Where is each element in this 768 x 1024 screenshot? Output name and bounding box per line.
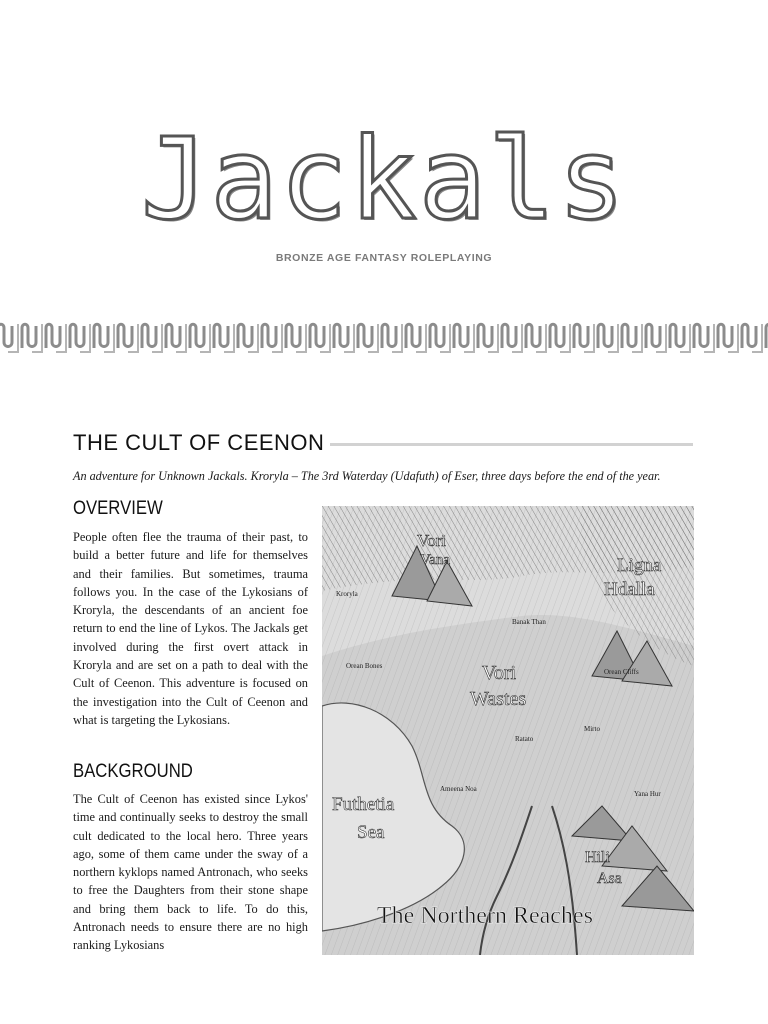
map-town-kroryla: Kroryla bbox=[336, 590, 358, 598]
map-label-wastes-2: Wastes bbox=[470, 688, 527, 710]
map-title: The Northern Reaches bbox=[377, 903, 593, 929]
pattern-motif bbox=[382, 324, 402, 352]
map-label-ligna-1: Ligna bbox=[617, 555, 662, 576]
pattern-motif bbox=[142, 324, 162, 352]
map-label-hills-1: Hili bbox=[585, 849, 610, 866]
pattern-motif bbox=[550, 324, 570, 352]
map-label-vori-vana-2: Vana bbox=[420, 552, 450, 568]
pattern-motif bbox=[598, 324, 618, 352]
pattern-motif bbox=[22, 324, 42, 352]
map-illustration bbox=[322, 506, 694, 955]
decorative-border-pattern bbox=[0, 318, 768, 356]
pattern-motif bbox=[238, 324, 258, 352]
section-header bbox=[73, 428, 693, 458]
pattern-motif bbox=[622, 324, 642, 352]
pattern-motif bbox=[166, 324, 186, 352]
pattern-motif bbox=[214, 324, 234, 352]
background-heading: BACKGROUND bbox=[73, 761, 193, 782]
map-town-5: Mirto bbox=[584, 725, 600, 733]
background-text: The Cult of Ceenon has existed since Lykos' time and continually seeks to destroy the small cult dedicated to the local hero. Three years ago, some of them came under the sway of a northern kyklops named Antronach, who seeks to free the Daughters from their stone shape and bring them back to life. To do this, Antronach needs to ensure there are no high ranking Lykosians bbox=[73, 792, 308, 953]
map-town-1: Banak Than bbox=[512, 618, 546, 626]
pattern-motif bbox=[718, 324, 738, 352]
jackals-logo bbox=[0, 115, 768, 264]
map-label-vori-vana-1: Vori bbox=[417, 531, 446, 550]
map-label-wastes-1: Vori bbox=[482, 662, 517, 684]
map-town-3: Orean Cliffs bbox=[604, 668, 639, 676]
section-subtitle: An adventure for Unknown Jackals. Kroryla – The 3rd Waterday (Udafuth) of Eser, three days before the end of the year. bbox=[73, 469, 661, 483]
pattern-motif bbox=[94, 324, 114, 352]
overview-text: People often flee the trauma of their past, to build a better future and life for themselves and their families. But sometimes, trauma follows you. In the case of the Lykosians of Kroryla, the descendants of an ancient foe return to end the line of Lykos. The Jackals get involved during the first overt attack in Kroryla and are set on a path to deal with the Cult of Ceenon. This adventure is focused on the investigation into the Cult of Ceenon and what is targeting the Lykosians. bbox=[73, 530, 308, 727]
pattern-motif bbox=[46, 324, 66, 352]
pattern-motif bbox=[742, 324, 762, 352]
pattern-motif bbox=[454, 324, 474, 352]
pattern-motif bbox=[70, 324, 90, 352]
pattern-motif bbox=[670, 324, 690, 352]
map-town-6: Ameena Noa bbox=[440, 785, 477, 793]
pattern-motif bbox=[286, 324, 306, 352]
pattern-motif bbox=[406, 324, 426, 352]
overview-heading: OVERVIEW bbox=[73, 498, 163, 519]
pattern-motif bbox=[262, 324, 282, 352]
map-town-7: Yana Hur bbox=[634, 790, 661, 798]
map-label-ligna-2: Hdalla bbox=[604, 579, 655, 600]
logo-wordmark: Jackals bbox=[140, 115, 627, 245]
logo-tagline: BRONZE AGE FANTASY ROLEPLAYING bbox=[275, 252, 493, 264]
pattern-motif bbox=[694, 324, 714, 352]
pattern-motif bbox=[430, 324, 450, 352]
northern-reaches-map bbox=[322, 506, 694, 955]
pattern-icon bbox=[0, 318, 768, 356]
pattern-motif bbox=[358, 324, 378, 352]
pattern-motif bbox=[118, 324, 138, 352]
pattern-motif bbox=[526, 324, 546, 352]
map-label-sea-1: Futhetia bbox=[332, 794, 395, 815]
map-town-2: Orean Bones bbox=[346, 662, 383, 670]
map-label-sea-2: Sea bbox=[357, 822, 385, 843]
pattern-motif bbox=[310, 324, 330, 352]
pattern-motif bbox=[0, 324, 18, 352]
pattern-motif bbox=[190, 324, 210, 352]
pattern-motif bbox=[574, 324, 594, 352]
map-label-hills-2: Asa bbox=[597, 870, 622, 887]
map-town-4: Ratato bbox=[515, 735, 534, 743]
pattern-motif bbox=[478, 324, 498, 352]
section-title: THE CULT OF CEENON bbox=[73, 430, 325, 455]
pattern-motif bbox=[502, 324, 522, 352]
title-rule bbox=[330, 443, 693, 446]
pattern-motif bbox=[646, 324, 666, 352]
pattern-motif bbox=[334, 324, 354, 352]
